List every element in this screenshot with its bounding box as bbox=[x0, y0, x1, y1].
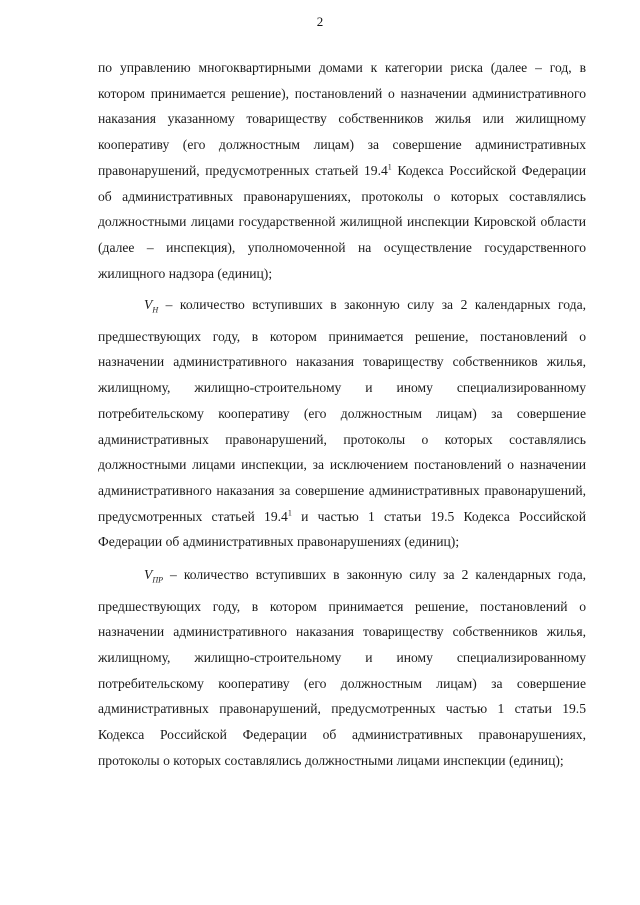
variable-symbol: $V_Н$ bbox=[144, 297, 159, 316]
paragraph-variable-vn bbox=[98, 292, 586, 555]
page-number: 2 bbox=[316, 14, 324, 29]
paragraph-text: – количество вступивших в законную силу за 2 календарных года, предшествующих году, в котором принимается решение, постановлений о назначении административного наказания товариществу собственников жилья, жилищному, жилищно-строительному и иному специализированному потребительскому кооперативу (его должностным лицам) за совершение административных правонарушений, предусмотренных частью 1 статьи 19.5 Кодекса Российской Федерации об административных правонарушениях, протоколы о которых составлялись должностными лицами инспекции (единиц); bbox=[98, 567, 586, 768]
variable-symbol: $V_{ПР}$ bbox=[144, 567, 163, 585]
paragraph-text: и частью 1 статьи 19.5 Кодекса Российской Федерации об административных правонарушениях (единиц); bbox=[98, 508, 586, 550]
paragraph-text: – количество вступивших в законную силу за 2 календарных года, предшествующих году, в котором принимается решение, постановлений о назначении административного наказания товариществу собственников жилья, жилищному, жилищно-строительному и иному специализированному потребительскому кооперативу (его должностным лицам) за совершение административных правонарушений, протоколы о которых составлялись должностными лицами инспекции, за исключением постановлений о назначении административного наказания за совершение административных правонарушений, предусмотренных статьей 19.4 bbox=[98, 297, 586, 524]
paragraph-variable-vpr bbox=[98, 562, 586, 773]
paragraph-risk-category-continuation bbox=[98, 55, 586, 286]
footnote-superscript: 1 bbox=[287, 508, 292, 518]
variable-subscript: ПР bbox=[152, 575, 163, 585]
paragraph-text: Кодекса Российской Федерации об административных правонарушениях, протоколы о которых составлялись должностными лицами государственной жилищной инспекции Кировской области (далее – инспекция), уполномоченной на осуществление государственного жилищного надзора (единиц); bbox=[98, 162, 586, 281]
footnote-superscript: 1 bbox=[387, 162, 392, 172]
document-body bbox=[98, 55, 586, 773]
paragraph-text: по управлению многоквартирными домами к категории риска (далее – год, в котором принимается решение), постановлений о назначении административного наказания указанному товариществу собственников жилья или жилищному кооперативу (его должностным лицам) за совершение административных правонарушений, предусмотренных статьей 19.4 bbox=[98, 60, 586, 178]
variable-subscript: Н bbox=[152, 306, 159, 316]
